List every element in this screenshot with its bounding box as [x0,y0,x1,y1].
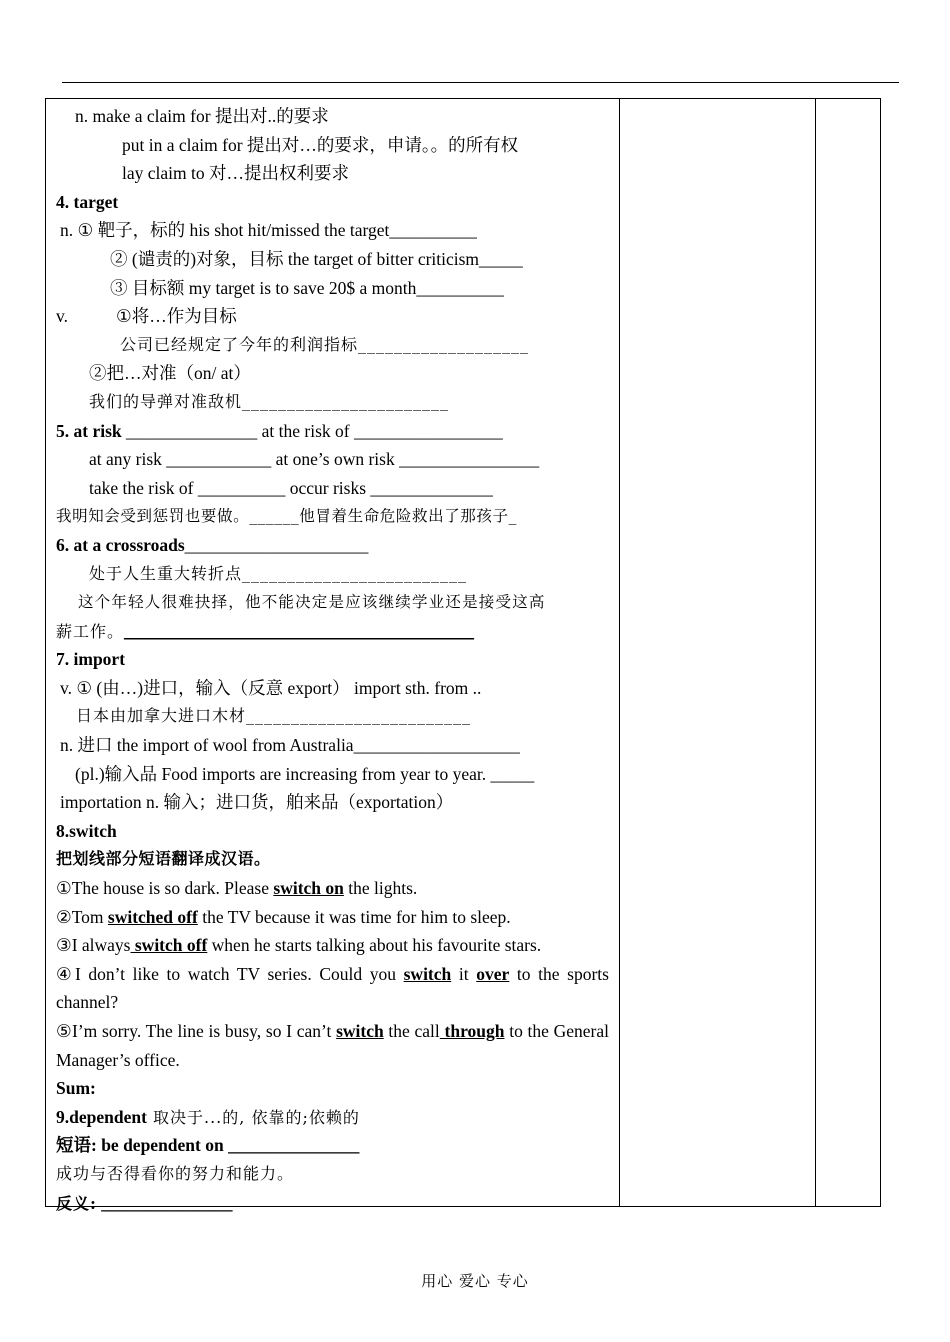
sentence-text: it [451,963,477,984]
line-import-n: n. 进口 the import of wool from Australia___________________ [60,735,520,756]
sentence-2 [56,903,609,932]
heading-switch: 8.switch [56,820,117,841]
line-any-risk: at any risk ____________ at one’s own risk ________________ [89,449,540,470]
line-target-n2: ② (谴责的)对象，目标 the target of bitter criticism_____ [110,248,523,269]
underlined-phrase: over [476,963,510,984]
sentence-1 [56,874,609,903]
line-take-risk: take the risk of __________ occur risks ______________ [89,477,493,498]
high-salary-blank: ________________________________________ [124,620,475,641]
sentence-4 [56,960,609,1017]
sentence-text: to the sports channel? [56,963,609,1013]
heading-sum: Sum: [56,1078,96,1099]
underlined-phrase: through [439,1021,505,1041]
line-risk-translate: 我明知会受到惩罚也要做。______他冒着生命危险救出了那孩子_ [56,507,517,526]
line-put-in-claim: put in a claim for 提出对…的要求，申请。。的所有权 [122,134,519,155]
page-footer: 用心 爱心 专心 [421,1272,529,1290]
line-success: 成功与否得看你的努力和能力。 [56,1163,295,1183]
line-high-salary [56,617,609,646]
line-profit-target: 公司已经规定了今年的利润指标___________________ [120,334,530,354]
pos-label: v. [56,306,68,327]
underlined-phrase: switched off [107,906,198,927]
phrase-blank: _______________ [223,1135,360,1156]
sentence-text: ④I don’t like to watch TV series. Could you [56,963,404,984]
line-importation: importation n. 输入；进口货，舶来品（exportation） [60,792,454,813]
heading-target: 4. target [56,191,119,212]
instruction-translate: 把划线部分短语翻译成汉语。 [56,849,271,869]
line-target-v [56,302,609,331]
sentence-text: ②Tom [56,906,108,927]
sentence-5 [56,1017,609,1074]
line-import-v: v. ① (由…)进口，输入（反意 export） import sth. from .. [60,677,482,698]
column-divider-2 [815,99,816,1206]
sentence-text: ⑤I’m sorry. The line is busy, so I can’t [56,1021,337,1041]
sentence-text: the call [383,1021,440,1041]
content-cell [46,99,619,1213]
heading-at-risk: 5. at risk [56,420,122,441]
at-risk-blanks: _______________ at the risk of _________________ [121,420,503,441]
phrase-label: 短语: be dependent on [56,1135,224,1156]
line-dependent [56,1103,609,1132]
line-antonym [56,1189,609,1218]
heading-dependent: 9.dependent [56,1106,147,1127]
underlined-phrase: switch [403,963,452,984]
line-imports-pl: (pl.)输入品 Food imports are increasing from year to year. _____ [75,763,535,784]
column-divider-1 [619,99,620,1206]
crossroads-blank: _____________________ [184,534,369,555]
line-young-man: 这个年轻人很难抉择，他不能决定是应该继续学业还是接受这高 [78,593,546,612]
line-phrase [56,1131,609,1160]
underlined-phrase: switch off [130,935,208,956]
antonym-label: 反义: [56,1193,97,1213]
sentence-text: ③I always [56,935,131,956]
sentence-text: when he starts talking about his favourite stars. [207,935,542,956]
dependent-meaning: 取决于...的, 依靠的;依赖的 [146,1107,360,1127]
antonym-blank: _______________ [96,1192,233,1213]
line-lay-claim: lay claim to 对…提出权利要求 [122,163,349,184]
line-target-n3: ③ 目标额 my target is to save 20$ a month__________ [110,277,504,298]
line-japan-wood: 日本由加拿大进口木材_________________________ [76,706,472,726]
high-salary-text: 薪工作。 [56,621,125,641]
verb-sense: ①将…作为目标 [116,306,237,327]
heading-import: 7. import [56,649,126,670]
underlined-phrase: switch on [273,878,344,899]
worksheet-table [45,98,881,1213]
line-make-claim: n. make a claim for 提出对..的要求 [75,106,329,126]
sentence-text: the TV because it was time for him to sleep. [197,906,511,927]
sentence-text: ①The house is so dark. Please [56,878,274,899]
heading-crossroads: 6. at a crossroads [56,534,185,555]
line-turning-point: 处于人生重大转折点_________________________ [89,563,468,583]
sentence-3 [56,931,609,960]
line-crossroads [56,531,609,560]
line-missile: 我们的导弹对准敌机_______________________ [89,391,450,411]
header-rule [62,82,899,83]
line-at-risk [56,417,609,446]
line-aim-at: ②把…对准（on/ at） [89,363,251,384]
sentence-text: the lights. [343,878,418,899]
sentence-text: to the General Manager’s office. [56,1021,610,1070]
underlined-phrase: switch [336,1021,384,1041]
line-target-n1: n. ① 靶子，标的 his shot hit/missed the target__________ [60,220,477,241]
